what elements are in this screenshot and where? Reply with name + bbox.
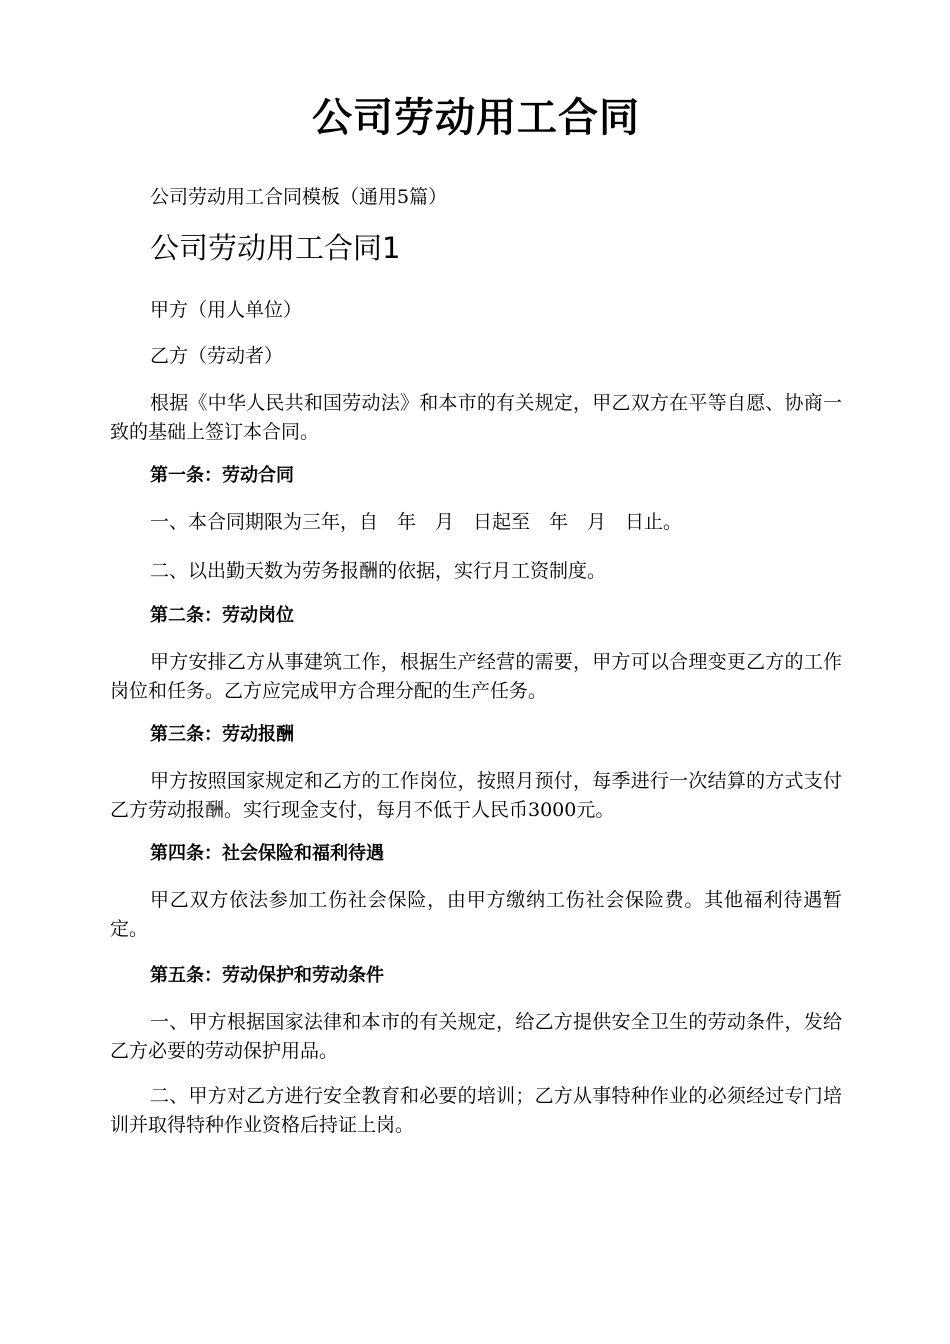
- clause-4-paragraph-1: 甲乙双方依法参加工伤社会保险，由甲方缴纳工伤社会保险费。其他福利待遇暂定。: [110, 889, 842, 940]
- clause-1-title: 第一条：劳动合同: [150, 465, 294, 486]
- clause-5-paragraph-2: 二、甲方对乙方进行安全教育和必要的培训；乙方从事特种作业的必须经过专门培训并取得特种作业资格后持证上岗。: [110, 1085, 842, 1136]
- party-a-line: 甲方（用人单位）: [150, 299, 303, 321]
- clause-3-title: 第三条：劳动报酬: [150, 724, 294, 745]
- clause-3-paragraph-1: 甲方按照国家规定和乙方的工作岗位，按照月预付，每季进行一次结算的方式支付乙方劳动报酬。实行现金支付，每月不低于人民币3000元。: [110, 770, 842, 821]
- party-b-line: 乙方（劳动者）: [150, 345, 284, 367]
- clause-1-paragraph-2: 二、以出勤天数为劳务报酬的依据，实行月工资制度。: [150, 560, 607, 582]
- intro-paragraph: 根据《中华人民共和国劳动法》和本市的有关规定，甲乙双方在平等自愿、协商一致的基础上签订本合同。: [110, 392, 842, 443]
- clause-5-title: 第五条：劳动保护和劳动条件: [150, 965, 384, 986]
- document-subtitle: 公司劳动用工合同模板（通用5篇）: [150, 186, 448, 208]
- clause-5-paragraph-1: 一、甲方根据国家法律和本市的有关规定，给乙方提供安全卫生的劳动条件，发给乙方必要的劳动保护用品。: [110, 1011, 842, 1062]
- clause-4-title: 第四条：社会保险和福利待遇: [150, 843, 384, 864]
- clause-2-paragraph-1: 甲方安排乙方从事建筑工作，根据生产经营的需要，甲方可以合理变更乙方的工作岗位和任务。乙方应完成甲方合理分配的生产任务。: [110, 651, 842, 702]
- clause-2-title: 第二条：劳动岗位: [150, 605, 294, 626]
- document-title: 公司劳动用工合同: [312, 95, 640, 141]
- clause-1-paragraph-1: 一、本合同期限为三年，自 年 月 日起至 年 月 日止。: [150, 511, 683, 533]
- section-heading: 公司劳动用工合同1: [150, 231, 401, 265]
